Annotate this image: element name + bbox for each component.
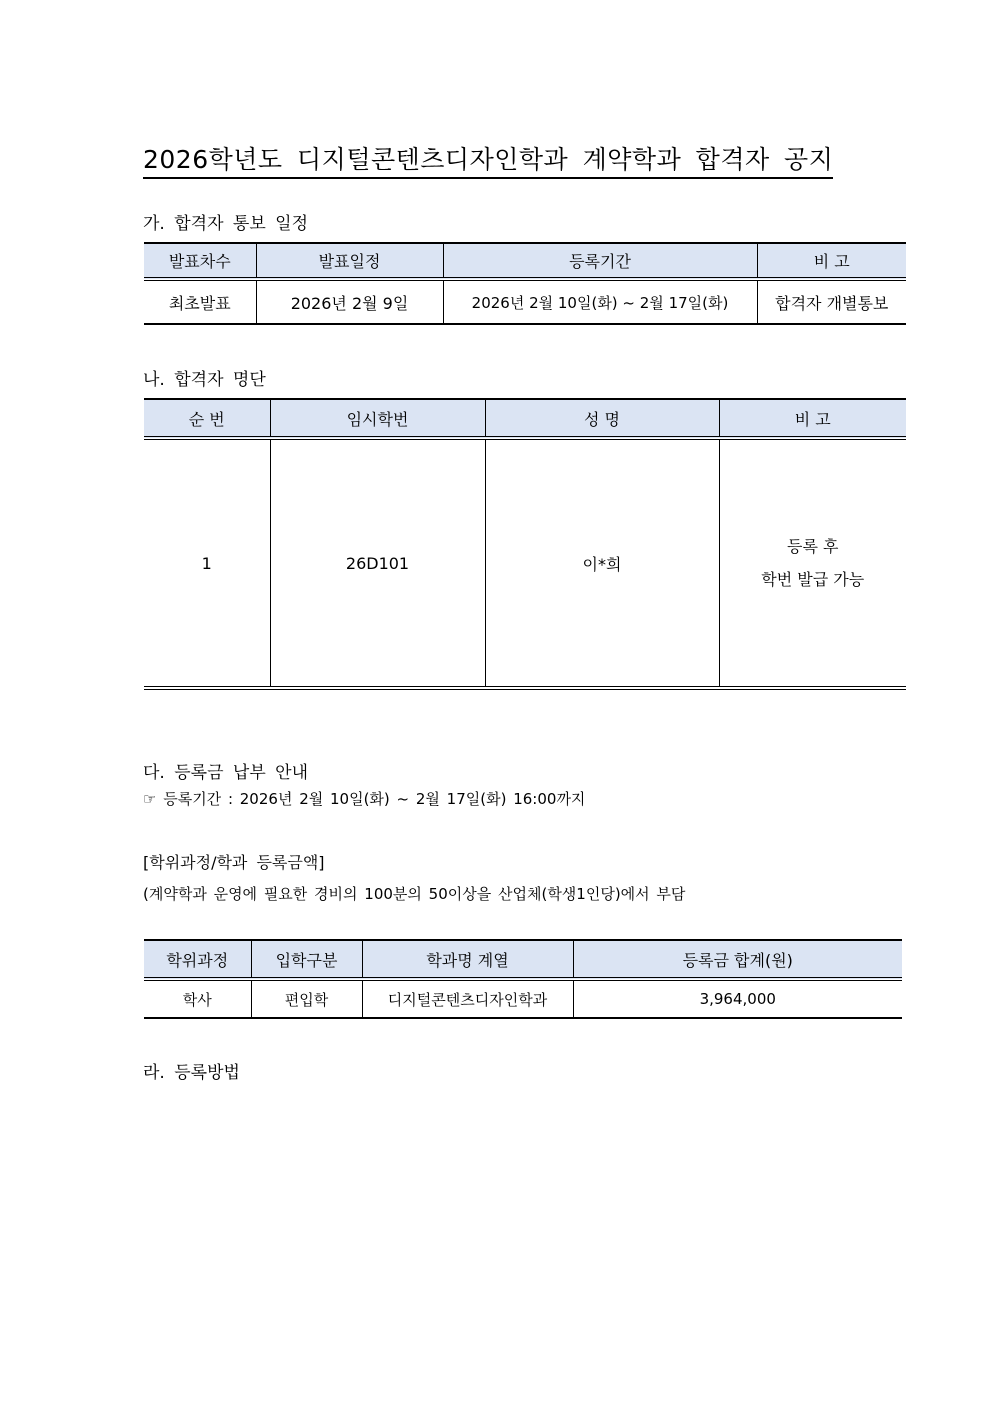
registration-period-text: ☞ 등록기간 : 2026년 2월 10일(화) ~ 2월 17일(화) 16:00까지 (143, 790, 586, 808)
table-header-row (144, 399, 906, 438)
column-header: 발표차수 (144, 243, 256, 279)
tuition-note: (계약학과 운영에 필요한 경비의 100분의 50이상을 산업체(학생1인당)에서 부담 (143, 885, 686, 903)
column-header: 등록기간 (443, 243, 757, 279)
notification-schedule-table (144, 242, 906, 325)
column-header: 입학구분 (251, 940, 362, 979)
table-cell: 편입학 (251, 979, 362, 1018)
row-number: 1 (144, 438, 270, 688)
column-header: 순 번 (144, 399, 270, 438)
table-cell: 3,964,000 (573, 979, 902, 1018)
table-header-row (144, 243, 906, 279)
remark-cell (719, 438, 906, 688)
table-cell: 학사 (144, 979, 251, 1018)
column-header: 등록금 합계(원) (573, 940, 902, 979)
table-cell: 2026년 2월 10일(화) ~ 2월 17일(화) (443, 279, 757, 324)
tuition-subheading: [학위과정/학과 등록금액] (143, 853, 325, 872)
admitted-list-table (144, 398, 906, 690)
page-title: 2026학년도 디지털콘텐츠디자인학과 계약학과 합격자 공지 (143, 140, 833, 179)
section-c-heading: 다. 등록금 납부 안내 (143, 763, 308, 783)
section-b-heading: 나. 합격자 명단 (143, 370, 266, 390)
remark-line: 학번 발급 가능 (761, 570, 865, 589)
table-header-row (144, 940, 902, 979)
column-header: 학위과정 (144, 940, 251, 979)
table-cell: 2026년 2월 9일 (256, 279, 443, 324)
table-row (144, 279, 906, 324)
column-header: 임시학번 (270, 399, 485, 438)
applicant-name: 이*희 (485, 438, 719, 688)
column-header: 발표일정 (256, 243, 443, 279)
tuition-table (144, 939, 902, 1019)
table-cell: 합격자 개별통보 (757, 279, 906, 324)
table-row (144, 438, 906, 688)
section-d-heading: 라. 등록방법 (143, 1063, 240, 1083)
table-cell: 최초발표 (144, 279, 256, 324)
remark-line: 등록 후 (787, 537, 839, 556)
column-header: 비 고 (719, 399, 906, 438)
column-header: 비 고 (757, 243, 906, 279)
section-a-heading: 가. 합격자 통보 일정 (143, 214, 308, 234)
table-cell: 디지털콘텐츠디자인학과 (362, 979, 573, 1018)
temporary-student-id: 26D101 (270, 438, 485, 688)
column-header: 성 명 (485, 399, 719, 438)
column-header: 학과명 계열 (362, 940, 573, 979)
table-row (144, 979, 902, 1018)
